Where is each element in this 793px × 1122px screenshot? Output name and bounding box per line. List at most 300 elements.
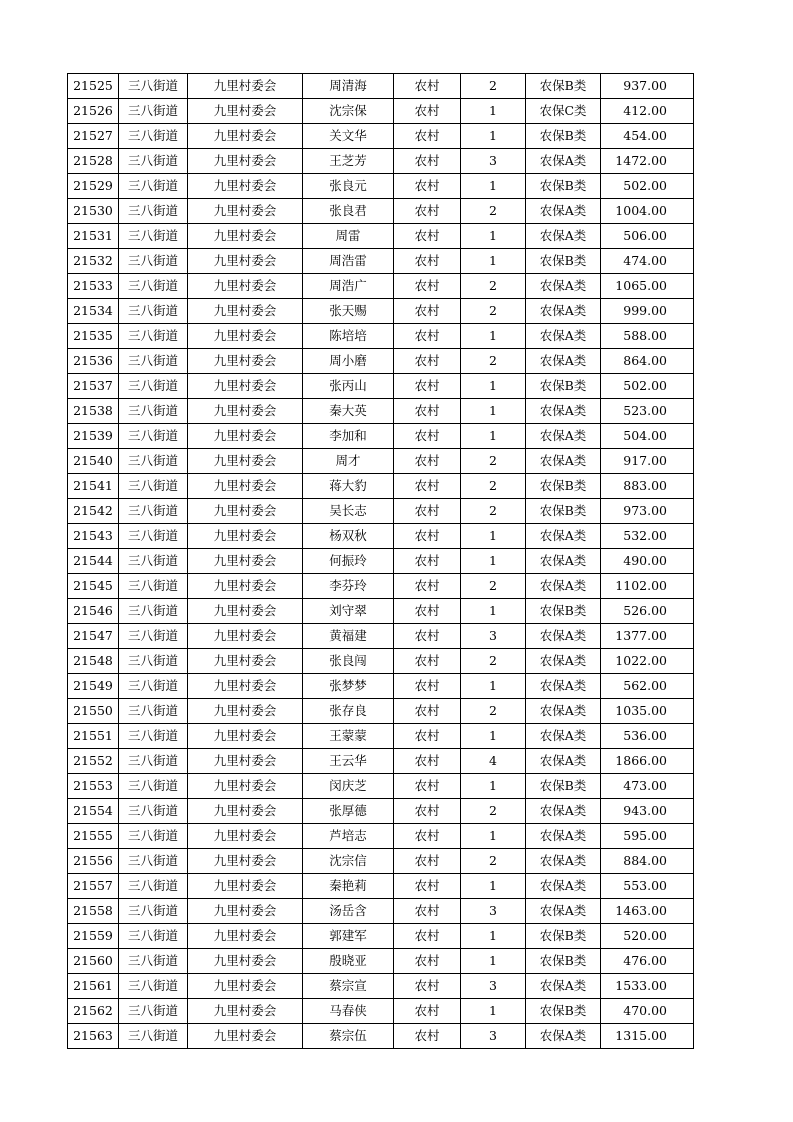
- area-type-cell: 农村: [394, 424, 461, 449]
- record-id-cell: 21559: [68, 924, 119, 949]
- table-row: [68, 999, 694, 1024]
- household-size-cell: 2: [461, 474, 526, 499]
- household-size-cell: 1: [461, 424, 526, 449]
- insurance-category-cell: 农保A类: [526, 299, 601, 324]
- street-cell: 三八街道: [119, 624, 188, 649]
- amount-cell: 474.00: [601, 249, 694, 274]
- amount-cell: 1377.00: [601, 624, 694, 649]
- street-cell: 三八街道: [119, 549, 188, 574]
- person-name-cell: 周清海: [303, 74, 394, 99]
- household-size-cell: 1: [461, 949, 526, 974]
- table-row: [68, 674, 694, 699]
- table-row: [68, 649, 694, 674]
- area-type-cell: 农村: [394, 724, 461, 749]
- person-name-cell: 李加和: [303, 424, 394, 449]
- village-committee-cell: 九里村委会: [188, 424, 303, 449]
- insurance-category-cell: 农保B类: [526, 499, 601, 524]
- area-type-cell: 农村: [394, 924, 461, 949]
- street-cell: 三八街道: [119, 249, 188, 274]
- village-committee-cell: 九里村委会: [188, 74, 303, 99]
- street-cell: 三八街道: [119, 749, 188, 774]
- household-size-cell: 1: [461, 224, 526, 249]
- amount-cell: 490.00: [601, 549, 694, 574]
- street-cell: 三八街道: [119, 424, 188, 449]
- table-row: [68, 474, 694, 499]
- village-committee-cell: 九里村委会: [188, 974, 303, 999]
- street-cell: 三八街道: [119, 99, 188, 124]
- household-size-cell: 2: [461, 499, 526, 524]
- insurance-category-cell: 农保A类: [526, 449, 601, 474]
- amount-cell: 470.00: [601, 999, 694, 1024]
- household-size-cell: 1: [461, 399, 526, 424]
- household-size-cell: 2: [461, 74, 526, 99]
- area-type-cell: 农村: [394, 449, 461, 474]
- amount-cell: 506.00: [601, 224, 694, 249]
- amount-cell: 864.00: [601, 349, 694, 374]
- household-size-cell: 3: [461, 899, 526, 924]
- village-committee-cell: 九里村委会: [188, 224, 303, 249]
- household-size-cell: 2: [461, 299, 526, 324]
- record-id-cell: 21550: [68, 699, 119, 724]
- record-id-cell: 21545: [68, 574, 119, 599]
- area-type-cell: 农村: [394, 474, 461, 499]
- village-committee-cell: 九里村委会: [188, 924, 303, 949]
- person-name-cell: 李芬玲: [303, 574, 394, 599]
- street-cell: 三八街道: [119, 849, 188, 874]
- table-row: [68, 124, 694, 149]
- insurance-category-cell: 农保B类: [526, 949, 601, 974]
- record-id-cell: 21536: [68, 349, 119, 374]
- person-name-cell: 周浩广: [303, 274, 394, 299]
- household-size-cell: 1: [461, 324, 526, 349]
- amount-cell: 520.00: [601, 924, 694, 949]
- table-row: [68, 724, 694, 749]
- record-id-cell: 21529: [68, 174, 119, 199]
- street-cell: 三八街道: [119, 174, 188, 199]
- village-committee-cell: 九里村委会: [188, 574, 303, 599]
- area-type-cell: 农村: [394, 199, 461, 224]
- table-row: [68, 974, 694, 999]
- area-type-cell: 农村: [394, 99, 461, 124]
- household-size-cell: 1: [461, 99, 526, 124]
- household-size-cell: 2: [461, 199, 526, 224]
- table-row: [68, 149, 694, 174]
- village-committee-cell: 九里村委会: [188, 274, 303, 299]
- amount-cell: 476.00: [601, 949, 694, 974]
- person-name-cell: 关文华: [303, 124, 394, 149]
- record-id-cell: 21560: [68, 949, 119, 974]
- person-name-cell: 杨双秋: [303, 524, 394, 549]
- insurance-category-cell: 农保B类: [526, 924, 601, 949]
- insurance-category-cell: 农保A类: [526, 224, 601, 249]
- person-name-cell: 殷晓亚: [303, 949, 394, 974]
- amount-cell: 473.00: [601, 774, 694, 799]
- record-id-cell: 21537: [68, 374, 119, 399]
- street-cell: 三八街道: [119, 824, 188, 849]
- table-row: [68, 449, 694, 474]
- area-type-cell: 农村: [394, 974, 461, 999]
- insurance-category-cell: 农保A类: [526, 749, 601, 774]
- person-name-cell: 吴长志: [303, 499, 394, 524]
- insurance-category-cell: 农保B类: [526, 74, 601, 99]
- insurance-category-cell: 农保A类: [526, 574, 601, 599]
- street-cell: 三八街道: [119, 674, 188, 699]
- household-size-cell: 4: [461, 749, 526, 774]
- insurance-category-cell: 农保B类: [526, 374, 601, 399]
- insurance-category-cell: 农保B类: [526, 599, 601, 624]
- street-cell: 三八街道: [119, 224, 188, 249]
- street-cell: 三八街道: [119, 524, 188, 549]
- table-row: [68, 549, 694, 574]
- record-id-cell: 21547: [68, 624, 119, 649]
- table-row: [68, 574, 694, 599]
- record-id-cell: 21530: [68, 199, 119, 224]
- village-committee-cell: 九里村委会: [188, 799, 303, 824]
- street-cell: 三八街道: [119, 574, 188, 599]
- area-type-cell: 农村: [394, 749, 461, 774]
- person-name-cell: 汤岳含: [303, 899, 394, 924]
- village-committee-cell: 九里村委会: [188, 874, 303, 899]
- person-name-cell: 黄福建: [303, 624, 394, 649]
- area-type-cell: 农村: [394, 624, 461, 649]
- street-cell: 三八街道: [119, 199, 188, 224]
- area-type-cell: 农村: [394, 249, 461, 274]
- amount-cell: 1022.00: [601, 649, 694, 674]
- record-id-cell: 21555: [68, 824, 119, 849]
- person-name-cell: 蔡宗伍: [303, 1024, 394, 1049]
- amount-cell: 526.00: [601, 599, 694, 624]
- table-row: [68, 799, 694, 824]
- area-type-cell: 农村: [394, 124, 461, 149]
- village-committee-cell: 九里村委会: [188, 724, 303, 749]
- person-name-cell: 沈宗信: [303, 849, 394, 874]
- area-type-cell: 农村: [394, 549, 461, 574]
- insurance-category-cell: 农保A类: [526, 199, 601, 224]
- table-row: [68, 774, 694, 799]
- household-size-cell: 2: [461, 699, 526, 724]
- area-type-cell: 农村: [394, 699, 461, 724]
- area-type-cell: 农村: [394, 649, 461, 674]
- insurance-category-cell: 农保A类: [526, 874, 601, 899]
- street-cell: 三八街道: [119, 399, 188, 424]
- table-row: [68, 249, 694, 274]
- household-size-cell: 2: [461, 649, 526, 674]
- person-name-cell: 张梦梦: [303, 674, 394, 699]
- insurance-category-cell: 农保B类: [526, 999, 601, 1024]
- insurance-category-cell: 农保A类: [526, 399, 601, 424]
- insurance-category-cell: 农保A类: [526, 799, 601, 824]
- table-row: [68, 924, 694, 949]
- record-id-cell: 21534: [68, 299, 119, 324]
- area-type-cell: 农村: [394, 74, 461, 99]
- person-name-cell: 陈培培: [303, 324, 394, 349]
- street-cell: 三八街道: [119, 699, 188, 724]
- amount-cell: 502.00: [601, 174, 694, 199]
- street-cell: 三八街道: [119, 499, 188, 524]
- household-size-cell: 1: [461, 174, 526, 199]
- record-id-cell: 21553: [68, 774, 119, 799]
- amount-cell: 502.00: [601, 374, 694, 399]
- village-committee-cell: 九里村委会: [188, 1024, 303, 1049]
- insurance-category-cell: 农保A类: [526, 324, 601, 349]
- area-type-cell: 农村: [394, 774, 461, 799]
- street-cell: 三八街道: [119, 349, 188, 374]
- household-size-cell: 3: [461, 974, 526, 999]
- village-committee-cell: 九里村委会: [188, 824, 303, 849]
- person-name-cell: 刘守翠: [303, 599, 394, 624]
- record-id-cell: 21542: [68, 499, 119, 524]
- table-row: [68, 749, 694, 774]
- table-row: [68, 349, 694, 374]
- record-id-cell: 21528: [68, 149, 119, 174]
- village-committee-cell: 九里村委会: [188, 749, 303, 774]
- street-cell: 三八街道: [119, 799, 188, 824]
- village-committee-cell: 九里村委会: [188, 399, 303, 424]
- table-row: [68, 274, 694, 299]
- household-size-cell: 1: [461, 774, 526, 799]
- record-id-cell: 21525: [68, 74, 119, 99]
- insurance-category-cell: 农保A类: [526, 549, 601, 574]
- person-name-cell: 蒋大豹: [303, 474, 394, 499]
- area-type-cell: 农村: [394, 799, 461, 824]
- area-type-cell: 农村: [394, 299, 461, 324]
- record-id-cell: 21544: [68, 549, 119, 574]
- area-type-cell: 农村: [394, 574, 461, 599]
- amount-cell: 1065.00: [601, 274, 694, 299]
- table-row: [68, 399, 694, 424]
- person-name-cell: 秦大英: [303, 399, 394, 424]
- record-id-cell: 21532: [68, 249, 119, 274]
- village-committee-cell: 九里村委会: [188, 449, 303, 474]
- table-row: [68, 424, 694, 449]
- village-committee-cell: 九里村委会: [188, 349, 303, 374]
- area-type-cell: 农村: [394, 149, 461, 174]
- area-type-cell: 农村: [394, 499, 461, 524]
- insurance-category-cell: 农保B类: [526, 774, 601, 799]
- street-cell: 三八街道: [119, 874, 188, 899]
- area-type-cell: 农村: [394, 374, 461, 399]
- record-id-cell: 21543: [68, 524, 119, 549]
- area-type-cell: 农村: [394, 824, 461, 849]
- record-id-cell: 21535: [68, 324, 119, 349]
- insurance-category-cell: 农保A类: [526, 349, 601, 374]
- street-cell: 三八街道: [119, 974, 188, 999]
- street-cell: 三八街道: [119, 774, 188, 799]
- village-committee-cell: 九里村委会: [188, 774, 303, 799]
- person-name-cell: 马春侠: [303, 999, 394, 1024]
- person-name-cell: 张丙山: [303, 374, 394, 399]
- street-cell: 三八街道: [119, 924, 188, 949]
- area-type-cell: 农村: [394, 849, 461, 874]
- village-committee-cell: 九里村委会: [188, 324, 303, 349]
- area-type-cell: 农村: [394, 874, 461, 899]
- household-size-cell: 1: [461, 674, 526, 699]
- person-name-cell: 沈宗保: [303, 99, 394, 124]
- household-size-cell: 2: [461, 799, 526, 824]
- village-committee-cell: 九里村委会: [188, 474, 303, 499]
- amount-cell: 536.00: [601, 724, 694, 749]
- record-id-cell: 21551: [68, 724, 119, 749]
- household-size-cell: 1: [461, 924, 526, 949]
- village-committee-cell: 九里村委会: [188, 499, 303, 524]
- household-size-cell: 1: [461, 124, 526, 149]
- village-committee-cell: 九里村委会: [188, 699, 303, 724]
- record-id-cell: 21557: [68, 874, 119, 899]
- person-name-cell: 闵庆芝: [303, 774, 394, 799]
- household-size-cell: 1: [461, 524, 526, 549]
- street-cell: 三八街道: [119, 374, 188, 399]
- street-cell: 三八街道: [119, 124, 188, 149]
- table-row: [68, 874, 694, 899]
- insurance-category-cell: 农保A类: [526, 849, 601, 874]
- amount-cell: 1533.00: [601, 974, 694, 999]
- street-cell: 三八街道: [119, 949, 188, 974]
- insurance-category-cell: 农保A类: [526, 649, 601, 674]
- insurance-category-cell: 农保B类: [526, 474, 601, 499]
- insurance-category-cell: 农保A类: [526, 1024, 601, 1049]
- amount-cell: 937.00: [601, 74, 694, 99]
- amount-cell: 562.00: [601, 674, 694, 699]
- record-id-cell: 21562: [68, 999, 119, 1024]
- amount-cell: 999.00: [601, 299, 694, 324]
- person-name-cell: 张良元: [303, 174, 394, 199]
- amount-cell: 1315.00: [601, 1024, 694, 1049]
- village-committee-cell: 九里村委会: [188, 899, 303, 924]
- area-type-cell: 农村: [394, 399, 461, 424]
- village-committee-cell: 九里村委会: [188, 524, 303, 549]
- street-cell: 三八街道: [119, 899, 188, 924]
- person-name-cell: 周小磨: [303, 349, 394, 374]
- insurance-category-cell: 农保B类: [526, 124, 601, 149]
- person-name-cell: 张厚德: [303, 799, 394, 824]
- table-row: [68, 299, 694, 324]
- amount-cell: 1472.00: [601, 149, 694, 174]
- record-id-cell: 21548: [68, 649, 119, 674]
- amount-cell: 973.00: [601, 499, 694, 524]
- area-type-cell: 农村: [394, 899, 461, 924]
- village-committee-cell: 九里村委会: [188, 549, 303, 574]
- household-size-cell: 1: [461, 999, 526, 1024]
- insurance-category-cell: 农保B类: [526, 249, 601, 274]
- village-committee-cell: 九里村委会: [188, 199, 303, 224]
- person-name-cell: 王云华: [303, 749, 394, 774]
- record-id-cell: 21538: [68, 399, 119, 424]
- village-committee-cell: 九里村委会: [188, 999, 303, 1024]
- area-type-cell: 农村: [394, 349, 461, 374]
- village-committee-cell: 九里村委会: [188, 374, 303, 399]
- record-id-cell: 21539: [68, 424, 119, 449]
- street-cell: 三八街道: [119, 149, 188, 174]
- household-size-cell: 1: [461, 724, 526, 749]
- amount-cell: 1035.00: [601, 699, 694, 724]
- village-committee-cell: 九里村委会: [188, 649, 303, 674]
- amount-cell: 412.00: [601, 99, 694, 124]
- insurance-category-cell: 农保A类: [526, 149, 601, 174]
- amount-cell: 454.00: [601, 124, 694, 149]
- insurance-category-cell: 农保A类: [526, 824, 601, 849]
- insurance-category-cell: 农保A类: [526, 274, 601, 299]
- household-size-cell: 1: [461, 874, 526, 899]
- household-size-cell: 1: [461, 249, 526, 274]
- record-id-cell: 21526: [68, 99, 119, 124]
- household-size-cell: 3: [461, 149, 526, 174]
- amount-cell: 553.00: [601, 874, 694, 899]
- person-name-cell: 王蒙蒙: [303, 724, 394, 749]
- person-name-cell: 芦培志: [303, 824, 394, 849]
- village-committee-cell: 九里村委会: [188, 674, 303, 699]
- area-type-cell: 农村: [394, 274, 461, 299]
- table-row: [68, 324, 694, 349]
- village-committee-cell: 九里村委会: [188, 849, 303, 874]
- table-row: [68, 699, 694, 724]
- person-name-cell: 郭建军: [303, 924, 394, 949]
- insurance-category-cell: 农保A类: [526, 524, 601, 549]
- street-cell: 三八街道: [119, 599, 188, 624]
- street-cell: 三八街道: [119, 724, 188, 749]
- person-name-cell: 周浩雷: [303, 249, 394, 274]
- person-name-cell: 蔡宗宣: [303, 974, 394, 999]
- household-size-cell: 1: [461, 824, 526, 849]
- record-id-cell: 21558: [68, 899, 119, 924]
- record-id-cell: 21540: [68, 449, 119, 474]
- amount-cell: 1463.00: [601, 899, 694, 924]
- street-cell: 三八街道: [119, 999, 188, 1024]
- table-row: [68, 524, 694, 549]
- amount-cell: 884.00: [601, 849, 694, 874]
- person-name-cell: 张良闯: [303, 649, 394, 674]
- area-type-cell: 农村: [394, 524, 461, 549]
- person-name-cell: 王芝芳: [303, 149, 394, 174]
- village-committee-cell: 九里村委会: [188, 599, 303, 624]
- insurance-category-cell: 农保A类: [526, 899, 601, 924]
- person-name-cell: 张存良: [303, 699, 394, 724]
- table-row: [68, 1024, 694, 1049]
- amount-cell: 523.00: [601, 399, 694, 424]
- household-size-cell: 2: [461, 449, 526, 474]
- amount-cell: 883.00: [601, 474, 694, 499]
- area-type-cell: 农村: [394, 599, 461, 624]
- person-name-cell: 周才: [303, 449, 394, 474]
- household-size-cell: 1: [461, 374, 526, 399]
- street-cell: 三八街道: [119, 324, 188, 349]
- amount-cell: 1102.00: [601, 574, 694, 599]
- street-cell: 三八街道: [119, 449, 188, 474]
- street-cell: 三八街道: [119, 1024, 188, 1049]
- record-id-cell: 21561: [68, 974, 119, 999]
- village-committee-cell: 九里村委会: [188, 949, 303, 974]
- person-name-cell: 周雷: [303, 224, 394, 249]
- street-cell: 三八街道: [119, 74, 188, 99]
- table-row: [68, 899, 694, 924]
- amount-cell: 588.00: [601, 324, 694, 349]
- household-size-cell: 2: [461, 274, 526, 299]
- relief-roster-table: [67, 73, 694, 1049]
- record-id-cell: 21554: [68, 799, 119, 824]
- household-size-cell: 2: [461, 349, 526, 374]
- village-committee-cell: 九里村委会: [188, 249, 303, 274]
- village-committee-cell: 九里村委会: [188, 624, 303, 649]
- table-row: [68, 849, 694, 874]
- record-id-cell: 21527: [68, 124, 119, 149]
- area-type-cell: 农村: [394, 1024, 461, 1049]
- person-name-cell: 何振玲: [303, 549, 394, 574]
- table-row: [68, 499, 694, 524]
- household-size-cell: 2: [461, 849, 526, 874]
- household-size-cell: 1: [461, 549, 526, 574]
- area-type-cell: 农村: [394, 324, 461, 349]
- street-cell: 三八街道: [119, 649, 188, 674]
- table-row: [68, 949, 694, 974]
